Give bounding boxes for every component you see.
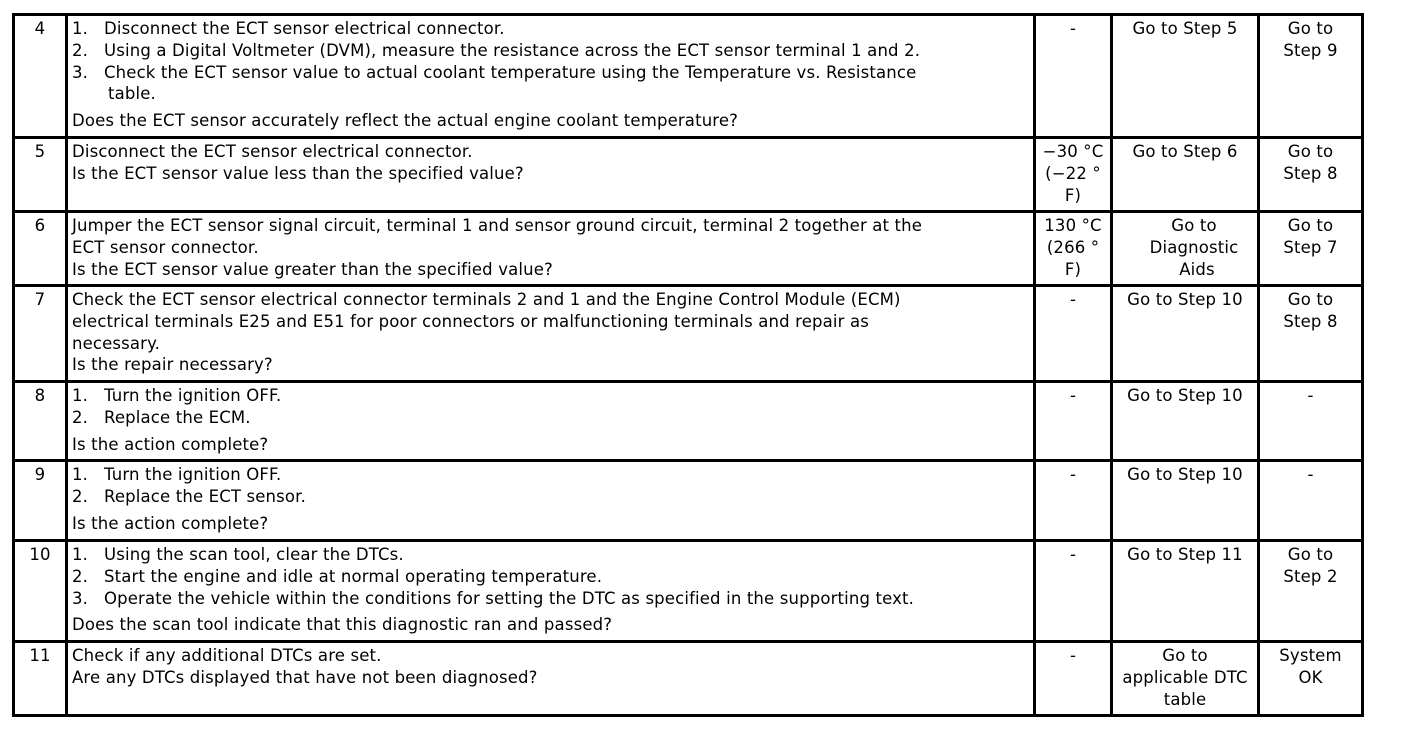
yes-line: Go to Step 6 bbox=[1132, 142, 1238, 161]
list-item-text: Check the ECT sensor value to actual coolant temperature using the Temperature vs. Resistance bbox=[104, 62, 917, 82]
list-item-text: Turn the ignition OFF. bbox=[104, 465, 282, 484]
list-item bbox=[72, 385, 1029, 407]
list-item-number: 2. bbox=[72, 40, 89, 60]
action-line: ECT sensor connector. bbox=[72, 237, 259, 257]
table-row bbox=[14, 461, 1363, 541]
step-number-cell bbox=[14, 382, 67, 461]
no-line: Step 7 bbox=[1283, 237, 1338, 257]
step-number-cell bbox=[14, 286, 67, 382]
value-line: - bbox=[1069, 545, 1077, 564]
list-item-number: 1. bbox=[72, 19, 89, 38]
table-row bbox=[14, 286, 1363, 382]
step-number: 9 bbox=[34, 465, 46, 484]
step-number-cell bbox=[14, 15, 67, 138]
action-cell bbox=[67, 382, 1035, 461]
no-cell bbox=[1259, 382, 1363, 461]
no-cell bbox=[1259, 286, 1363, 382]
step-number-cell bbox=[14, 212, 67, 286]
question-text: Is the repair necessary? bbox=[72, 355, 273, 375]
value-line: F) bbox=[1064, 185, 1082, 205]
step-number: 10 bbox=[29, 545, 51, 564]
no-line: - bbox=[1307, 465, 1314, 484]
list-item-text: Disconnect the ECT sensor electrical connector. bbox=[104, 19, 505, 38]
no-cell bbox=[1259, 541, 1363, 642]
value-line: - bbox=[1069, 465, 1077, 484]
no-line: Step 2 bbox=[1283, 566, 1338, 586]
action-cell bbox=[67, 138, 1035, 212]
question-text: Is the ECT sensor value less than the specified value? bbox=[72, 163, 524, 183]
table-row bbox=[14, 212, 1363, 286]
yes-line: Go to Step 11 bbox=[1127, 545, 1243, 564]
step-number: 11 bbox=[29, 646, 51, 665]
no-cell bbox=[1259, 642, 1363, 716]
list-item bbox=[72, 566, 1029, 588]
step-number: 7 bbox=[34, 290, 46, 309]
yes-line: Diagnostic bbox=[1149, 237, 1239, 257]
yes-cell bbox=[1112, 212, 1259, 286]
no-line: Step 9 bbox=[1283, 40, 1338, 60]
question-text: Does the scan tool indicate that this diagnostic ran and passed? bbox=[72, 615, 613, 635]
value-line: - bbox=[1069, 290, 1077, 309]
step-number: 6 bbox=[34, 216, 46, 235]
action-cell bbox=[67, 212, 1035, 286]
value-cell bbox=[1035, 138, 1112, 212]
step-number: 4 bbox=[34, 19, 46, 38]
step-number: 8 bbox=[34, 386, 46, 405]
list-item bbox=[72, 18, 1029, 40]
question-text: Is the action complete? bbox=[72, 434, 269, 454]
yes-line: table bbox=[1163, 689, 1207, 709]
action-line: Check if any additional DTCs are set. bbox=[72, 646, 382, 665]
no-line: Go to bbox=[1287, 290, 1334, 309]
list-item bbox=[72, 40, 1029, 62]
no-line: System bbox=[1279, 646, 1342, 665]
no-line: Go to bbox=[1287, 19, 1334, 38]
list-item-text: Operate the vehicle within the conditions for setting the DTC as specified in the supporting text. bbox=[104, 588, 915, 608]
list-item-text: Using the scan tool, clear the DTCs. bbox=[104, 545, 404, 564]
yes-line: Go to Step 10 bbox=[1127, 465, 1243, 484]
yes-cell bbox=[1112, 15, 1259, 138]
yes-line: Go to bbox=[1162, 646, 1208, 665]
no-line: OK bbox=[1298, 667, 1323, 687]
value-line: - bbox=[1069, 646, 1077, 665]
action-cell bbox=[67, 541, 1035, 642]
action-line: electrical terminals E25 and E51 for poor connectors or malfunctioning terminals and repair as bbox=[72, 311, 869, 331]
list-item-number: 3. bbox=[72, 62, 89, 82]
no-line: Go to bbox=[1287, 142, 1334, 161]
no-cell bbox=[1259, 212, 1363, 286]
value-line: −30 °C bbox=[1042, 142, 1104, 161]
question-text: Is the action complete? bbox=[72, 513, 269, 533]
yes-line: Go to Step 10 bbox=[1127, 290, 1243, 309]
table-row bbox=[14, 382, 1363, 461]
list-item-text: Replace the ECT sensor. bbox=[104, 486, 306, 506]
step-number-cell bbox=[14, 642, 67, 716]
value-line: (266 ° bbox=[1046, 237, 1100, 257]
table-row bbox=[14, 138, 1363, 212]
list-item bbox=[72, 486, 1029, 508]
yes-line: Go to bbox=[1171, 216, 1217, 235]
no-cell bbox=[1259, 138, 1363, 212]
action-cell bbox=[67, 286, 1035, 382]
yes-line: Go to Step 10 bbox=[1127, 386, 1243, 405]
list-item-number: 1. bbox=[72, 545, 89, 564]
list-item-number: 3. bbox=[72, 588, 89, 608]
yes-cell bbox=[1112, 642, 1259, 716]
yes-cell bbox=[1112, 382, 1259, 461]
value-cell bbox=[1035, 286, 1112, 382]
no-cell bbox=[1259, 461, 1363, 541]
list-item-continuation: table. bbox=[108, 84, 156, 104]
question-text: Are any DTCs displayed that have not been diagnosed? bbox=[72, 667, 538, 687]
list-item-number: 2. bbox=[72, 407, 89, 427]
table-row bbox=[14, 541, 1363, 642]
no-line: - bbox=[1307, 386, 1314, 405]
value-cell bbox=[1035, 642, 1112, 716]
yes-line: Go to Step 5 bbox=[1132, 19, 1238, 38]
list-item-number: 2. bbox=[72, 566, 89, 586]
action-line: Disconnect the ECT sensor electrical connector. bbox=[72, 142, 473, 161]
yes-cell bbox=[1112, 541, 1259, 642]
step-number: 5 bbox=[34, 142, 46, 161]
value-cell bbox=[1035, 541, 1112, 642]
action-line: Check the ECT sensor electrical connector terminals 2 and 1 and the Engine Control Module (ECM) bbox=[72, 290, 901, 309]
no-line: Go to bbox=[1287, 545, 1334, 564]
value-cell bbox=[1035, 212, 1112, 286]
no-line: Step 8 bbox=[1283, 163, 1338, 183]
list-item-text: Turn the ignition OFF. bbox=[104, 386, 282, 405]
action-cell bbox=[67, 461, 1035, 541]
value-cell bbox=[1035, 461, 1112, 541]
value-line: - bbox=[1069, 386, 1077, 405]
list-item bbox=[72, 464, 1029, 486]
list-item bbox=[72, 62, 1029, 106]
list-item bbox=[72, 588, 1029, 610]
yes-cell bbox=[1112, 286, 1259, 382]
list-item bbox=[72, 407, 1029, 429]
diagnostic-table-page bbox=[12, 13, 1364, 717]
step-number-cell bbox=[14, 461, 67, 541]
no-cell bbox=[1259, 15, 1363, 138]
action-cell bbox=[67, 15, 1035, 138]
value-cell bbox=[1035, 15, 1112, 138]
no-line: Go to bbox=[1287, 216, 1334, 235]
list-item bbox=[72, 544, 1029, 566]
yes-cell bbox=[1112, 461, 1259, 541]
list-item-number: 1. bbox=[72, 386, 89, 405]
table-row bbox=[14, 15, 1363, 138]
value-line: 130 °C bbox=[1044, 216, 1102, 235]
value-line: - bbox=[1069, 19, 1077, 38]
diagnostic-table bbox=[12, 13, 1364, 717]
action-cell bbox=[67, 642, 1035, 716]
list-item-number: 1. bbox=[72, 465, 89, 484]
value-line: (−22 ° bbox=[1045, 163, 1101, 183]
question-text: Is the ECT sensor value greater than the specified value? bbox=[72, 259, 553, 279]
value-cell bbox=[1035, 382, 1112, 461]
step-number-cell bbox=[14, 541, 67, 642]
yes-cell bbox=[1112, 138, 1259, 212]
list-item-number: 2. bbox=[72, 486, 89, 506]
no-line: Step 8 bbox=[1283, 311, 1338, 331]
value-line: F) bbox=[1064, 259, 1082, 279]
question-text: Does the ECT sensor accurately reflect the actual engine coolant temperature? bbox=[72, 111, 739, 131]
list-item-text: Using a Digital Voltmeter (DVM), measure the resistance across the ECT sensor terminal 1 and 2. bbox=[104, 40, 921, 60]
action-line: Jumper the ECT sensor signal circuit, terminal 1 and sensor ground circuit, terminal 2 together at the bbox=[72, 216, 923, 235]
list-item-text: Start the engine and idle at normal operating temperature. bbox=[104, 566, 603, 586]
action-line: necessary. bbox=[72, 333, 161, 353]
step-number-cell bbox=[14, 138, 67, 212]
list-item-text: Replace the ECM. bbox=[104, 407, 251, 427]
yes-line: applicable DTC bbox=[1122, 667, 1248, 687]
table-row bbox=[14, 642, 1363, 716]
yes-line: Aids bbox=[1179, 259, 1215, 279]
